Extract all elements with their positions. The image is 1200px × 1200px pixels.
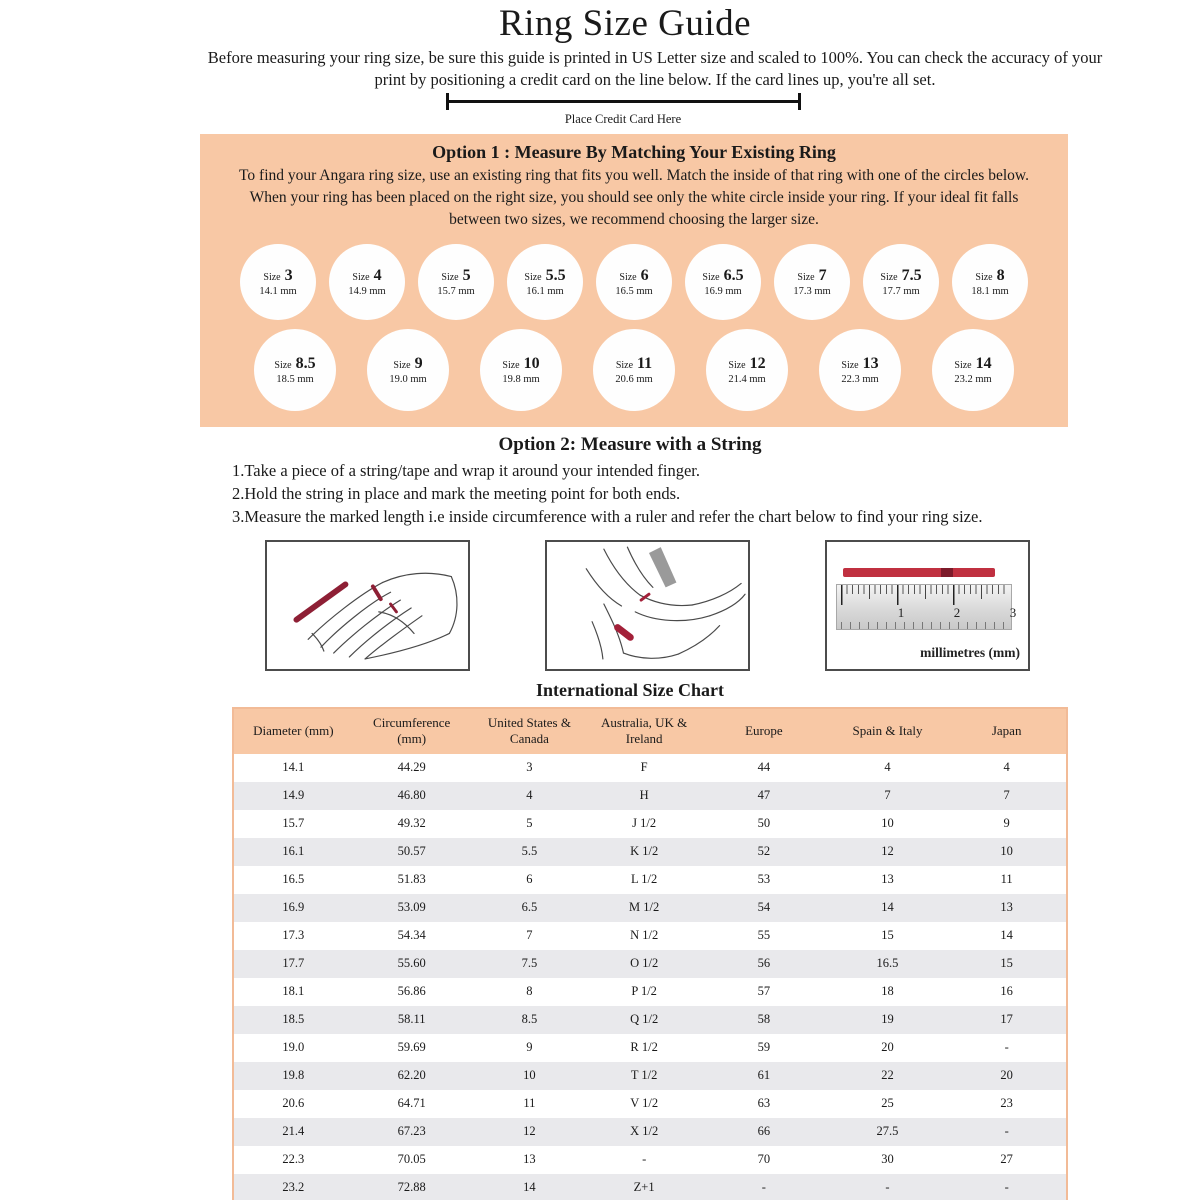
table-cell: 7.5 (471, 950, 589, 978)
size-mm-label: 18.1 mm (971, 285, 1009, 297)
table-cell: 63 (757, 1096, 771, 1111)
table-row (233, 838, 1067, 866)
option2-step: 1.Take a piece of a string/tape and wrap it around your intended finger. (232, 460, 701, 480)
size-label: Size 8 (975, 266, 1005, 284)
table-row (233, 978, 1067, 1006)
table-row (233, 1090, 1067, 1118)
size-label: Size 5.5 (524, 266, 566, 284)
table-cell: M 1/2 (588, 894, 700, 922)
ring-size-circle (329, 244, 405, 320)
illustration-ruler (825, 540, 1030, 671)
size-label: Size 6 (619, 266, 649, 284)
table-header-cell: Japan (947, 708, 1067, 754)
size-label: Size 12 (728, 354, 766, 372)
table-cell: 10 (471, 1062, 589, 1090)
table-cell: 16.5 (828, 950, 948, 978)
table-row (233, 866, 1067, 894)
table-cell: 56.86 (397, 984, 426, 999)
size-mm-label: 14.9 mm (348, 285, 386, 297)
table-cell: X 1/2 (588, 1118, 700, 1146)
ring-size-circle (932, 329, 1014, 411)
size-mm-label: 16.9 mm (704, 285, 742, 297)
table-cell: 10 (947, 838, 1067, 866)
illustration-marking-string (545, 540, 750, 671)
size-mm-label: 17.7 mm (882, 285, 920, 297)
table-cell: 9 (1003, 816, 1010, 831)
ring-size-circle (952, 244, 1028, 320)
table-cell: 12 (471, 1118, 589, 1146)
table-cell: 70 (757, 1152, 771, 1167)
table-row (233, 754, 1067, 782)
table-cell: 30 (881, 1152, 894, 1167)
table-cell: 18.1 (282, 984, 305, 999)
table-cell: 47 (700, 782, 828, 810)
table-cell: 11 (1000, 872, 1013, 887)
table-cell: O 1/2 (588, 950, 700, 978)
ring-size-circle (367, 329, 449, 411)
table-cell: 27 (1000, 1152, 1013, 1167)
option1-body: To find your Angara ring size, use an existing ring that fits you well. Match the inside of that ring with one of the circles below. When your ring has been placed on the right size, you should see only the white circle inside your ring. If your ideal fit falls between two sizes, we recommend choosing the larger size. (239, 166, 1029, 228)
size-label: Size 10 (502, 354, 540, 372)
ring-size-circle (240, 244, 316, 320)
table-cell: 25 (881, 1096, 894, 1111)
table-cell: 17.3 (282, 928, 305, 943)
table-cell: 7 (526, 928, 533, 943)
table-cell: Z+1 (588, 1174, 700, 1200)
table-cell: 72.88 (353, 1174, 471, 1200)
size-chart-heading: International Size Chart (536, 679, 724, 700)
table-cell: T 1/2 (588, 1062, 700, 1090)
table-row (233, 810, 1067, 838)
table-cell: - (700, 1174, 828, 1200)
option1-heading: Option 1 : Measure By Matching Your Existing Ring (432, 141, 836, 162)
table-cell: 16.5 (282, 872, 305, 887)
table-cell: V 1/2 (630, 1096, 659, 1111)
table-row (233, 1174, 1067, 1200)
table-cell: 55.60 (353, 950, 471, 978)
page-title: Ring Size Guide (498, 3, 752, 44)
ruler-icon: 1 2 3 (836, 584, 1012, 630)
table-cell: 8 (526, 984, 533, 999)
table-row (233, 1034, 1067, 1062)
size-mm-label: 14.1 mm (259, 285, 297, 297)
table-cell: 14 (828, 894, 948, 922)
table-cell: K 1/2 (588, 838, 700, 866)
table-cell: 13 (947, 894, 1067, 922)
table-cell: 15 (947, 950, 1067, 978)
table-cell: 44.29 (397, 760, 426, 775)
table-cell: - (947, 1118, 1067, 1146)
table-cell: 8.5 (471, 1006, 589, 1034)
size-label: Size 5 (441, 266, 471, 284)
table-cell: - (828, 1174, 948, 1200)
table-cell: 64.71 (397, 1096, 426, 1111)
table-cell: 66 (700, 1118, 828, 1146)
size-mm-label: 19.0 mm (389, 373, 427, 385)
ring-size-circle (819, 329, 901, 411)
size-label: Size 9 (393, 354, 423, 372)
table-row (233, 950, 1067, 978)
size-label: Size 6.5 (702, 266, 744, 284)
table-cell: 18 (881, 984, 894, 999)
ring-size-circle (418, 244, 494, 320)
table-cell: 4 (471, 782, 589, 810)
size-chart-header-row (233, 708, 1067, 754)
table-cell: 22 (828, 1062, 948, 1090)
table-cell: R 1/2 (630, 1040, 658, 1055)
credit-card-line (446, 100, 801, 127)
table-cell: 53.09 (353, 894, 471, 922)
size-label: Size 7 (797, 266, 827, 284)
table-cell: 14 (471, 1174, 589, 1200)
ring-size-circle (507, 244, 583, 320)
size-mm-label: 20.6 mm (615, 373, 653, 385)
ring-size-circle (706, 329, 788, 411)
table-cell: 67.23 (353, 1118, 471, 1146)
option2-step: 2.Hold the string in place and mark the meeting point for both ends. (232, 483, 681, 503)
table-row (233, 1118, 1067, 1146)
table-cell: H (588, 782, 700, 810)
ring-size-circle (596, 244, 672, 320)
table-cell: 46.80 (353, 782, 471, 810)
table-cell: 23.2 (233, 1174, 353, 1200)
table-cell: 50 (757, 816, 771, 831)
table-cell: 16 (1000, 984, 1013, 999)
size-chart (232, 707, 1068, 1200)
size-label: Size 11 (615, 354, 653, 372)
size-mm-label: 16.1 mm (526, 285, 564, 297)
table-cell: - (947, 1174, 1067, 1200)
ring-size-circle (685, 244, 761, 320)
size-mm-label: 18.5 mm (276, 373, 314, 385)
table-cell: 58 (700, 1006, 828, 1034)
table-cell: 20 (881, 1040, 894, 1055)
intro-text: Before measuring your ring size, be sure this guide is printed in US Letter size and scaled to 100%. You can check the accuracy of your print by positioning a credit card on the line below. If the card lines up, you're all set. (207, 48, 1103, 89)
table-header-cell: Europe (700, 708, 828, 754)
option1-section (200, 134, 1068, 427)
table-cell: 50.57 (353, 838, 471, 866)
table-cell: L 1/2 (631, 872, 658, 887)
table-cell: 23 (1000, 1096, 1013, 1111)
size-mm-label: 23.2 mm (954, 373, 992, 385)
table-row (233, 1006, 1067, 1034)
size-mm-label: 19.8 mm (502, 373, 540, 385)
size-mm-label: 17.3 mm (793, 285, 831, 297)
table-row (233, 922, 1067, 950)
table-cell: 4 (1003, 760, 1010, 775)
circle-row-0 (224, 244, 1044, 320)
table-cell: P 1/2 (631, 984, 657, 999)
table-cell: Q 1/2 (588, 1006, 700, 1034)
size-chart-body (233, 754, 1067, 1200)
size-label: Size 7.5 (880, 266, 922, 284)
illustration-hand-with-string (265, 540, 470, 671)
table-cell: 3 (526, 760, 533, 775)
string-icon (843, 568, 995, 577)
table-cell: 7 (828, 782, 948, 810)
table-cell: 54 (700, 894, 828, 922)
table-header-cell: Australia, UK & Ireland (588, 708, 700, 754)
table-cell: 5 (526, 816, 533, 831)
size-mm-label: 21.4 mm (728, 373, 766, 385)
table-cell: 15 (881, 928, 894, 943)
table-cell: 53 (757, 872, 771, 887)
table-cell: 16.1 (233, 838, 353, 866)
size-mm-label: 22.3 mm (841, 373, 879, 385)
table-cell: 19 (828, 1006, 948, 1034)
table-header-cell: Spain & Italy (828, 708, 948, 754)
table-cell: 4 (884, 760, 891, 775)
table-cell: 59 (757, 1040, 771, 1055)
table-row (233, 782, 1067, 810)
size-label: Size 13 (841, 354, 879, 372)
illustrations-row (265, 540, 1200, 671)
table-cell: 13 (881, 872, 894, 887)
table-cell: 13 (523, 1152, 536, 1167)
credit-card-line-label: Place Credit Card Here (564, 111, 682, 126)
table-cell: 5.5 (471, 838, 589, 866)
table-cell: 70.05 (397, 1152, 426, 1167)
table-cell: - (642, 1152, 647, 1167)
ring-size-circle (863, 244, 939, 320)
size-mm-label: 15.7 mm (437, 285, 475, 297)
table-cell: 14.9 (233, 782, 353, 810)
table-cell: 15.7 (282, 816, 305, 831)
table-cell: 49.32 (397, 816, 426, 831)
table-cell: 51.83 (397, 872, 426, 887)
table-cell: 7 (947, 782, 1067, 810)
size-label: Size 4 (352, 266, 382, 284)
table-cell: 44 (757, 760, 771, 775)
table-cell: 57 (757, 984, 771, 999)
ring-size-circle (593, 329, 675, 411)
option2-step: 3.Measure the marked length i.e inside circumference with a ruler and refer the chart below to find your ring size. (232, 507, 983, 527)
table-cell: J 1/2 (632, 816, 657, 831)
table-cell: N 1/2 (630, 928, 659, 943)
table-cell: 14 (1000, 928, 1013, 943)
table-cell: 21.4 (233, 1118, 353, 1146)
table-cell: 12 (828, 838, 948, 866)
table-cell: 17 (947, 1006, 1067, 1034)
option2-steps (232, 459, 1088, 529)
table-cell: 62.20 (353, 1062, 471, 1090)
ring-size-circle (480, 329, 562, 411)
table-row (233, 1062, 1067, 1090)
table-cell: 6 (526, 872, 533, 887)
size-mm-label: 16.5 mm (615, 285, 653, 297)
table-cell: 56 (700, 950, 828, 978)
table-cell: 20.6 (282, 1096, 305, 1111)
hand-with-string-icon (267, 542, 468, 669)
table-cell: 18.5 (233, 1006, 353, 1034)
credit-card-ruler-line (446, 100, 801, 103)
marking-hands-icon (547, 542, 748, 669)
table-cell: 10 (881, 816, 894, 831)
table-header-cell: United States & Canada (471, 708, 589, 754)
table-cell: 19.8 (233, 1062, 353, 1090)
table-header-cell: Diameter (mm) (233, 708, 353, 754)
table-cell: 22.3 (282, 1152, 305, 1167)
table-row (233, 894, 1067, 922)
table-cell: 11 (523, 1096, 536, 1111)
size-chart-table (232, 707, 1068, 1200)
table-cell: 16.9 (233, 894, 353, 922)
circle-row-1 (224, 329, 1044, 411)
table-row (233, 1146, 1067, 1174)
table-cell: 55 (757, 928, 771, 943)
table-cell: 27.5 (828, 1118, 948, 1146)
table-cell: 59.69 (397, 1040, 426, 1055)
table-cell: 52 (700, 838, 828, 866)
table-cell: 19.0 (282, 1040, 305, 1055)
table-cell: 58.11 (353, 1006, 471, 1034)
table-cell: 54.34 (397, 928, 426, 943)
size-label: Size 8.5 (274, 354, 316, 372)
size-label: Size 14 (954, 354, 992, 372)
size-label: Size 3 (263, 266, 293, 284)
table-header-cell: Circumference (mm) (353, 708, 471, 754)
table-cell: 61 (700, 1062, 828, 1090)
table-cell: F (640, 760, 648, 775)
ring-size-circle (254, 329, 336, 411)
table-cell: 14.1 (282, 760, 305, 775)
table-cell: 9 (526, 1040, 533, 1055)
ring-size-circle (774, 244, 850, 320)
table-cell: 20 (947, 1062, 1067, 1090)
ruler-label: millimetres (mm) (920, 644, 1020, 660)
table-cell: 17.7 (233, 950, 353, 978)
table-cell: - (1004, 1040, 1009, 1055)
table-cell: 6.5 (471, 894, 589, 922)
option2-heading: Option 2: Measure with a String (498, 433, 762, 455)
